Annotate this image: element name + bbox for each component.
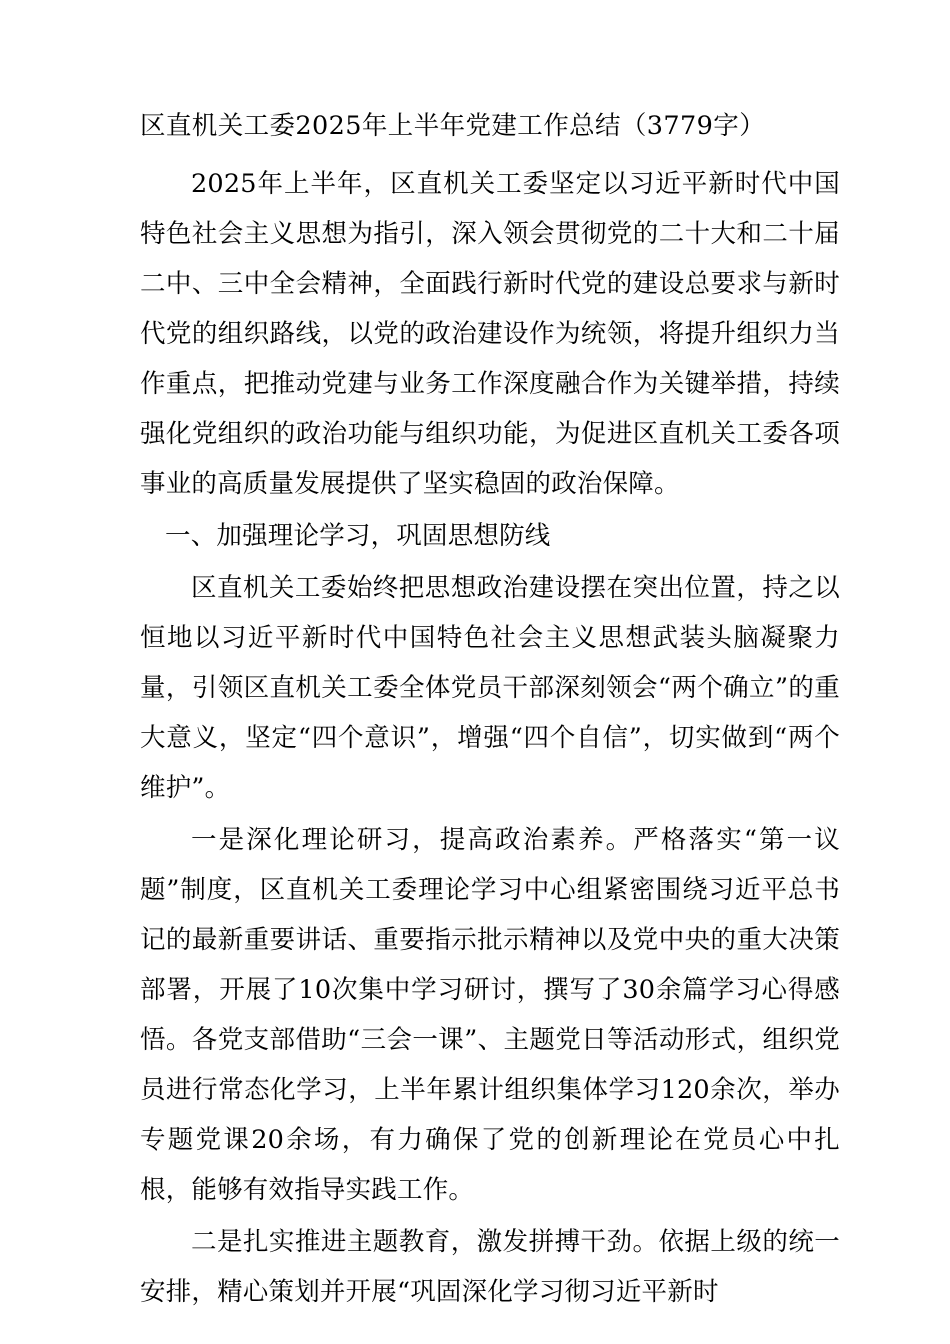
section-heading-one: 一、加强理论学习，巩固思想防线 — [165, 520, 551, 551]
document-body — [140, 108, 840, 1317]
paragraph-point-two: 二是扎实推进主题教育，激发拼搏干劲。依据上级的统一安排，精心策划并开展“巩固深化学习彻习近平新时 — [140, 1226, 840, 1307]
paragraph-theory-overview: 区直机关工委始终把思想政治建设摆在突出位置，持之以恒地以习近平新时代中国特色社会主义思想武装头脑凝聚力量，引领区直机关工委全体党员干部深刻领会“两个确立”的重大意义，坚定“四个意识”，增强“四个自信”，切实做到“两个维护”。 — [140, 572, 840, 803]
paragraph-point-one: 一是深化理论研习，提高政治素养。严格落实“第一议题”制度，区直机关工委理论学习中心组紧密围绕习近平总书记的最新重要讲话、重要指示批示精神以及党中央的重大决策部署，开展了10次集中学习研讨，撰写了30余篇学习心得感悟。各党支部借助“三会一课”、主题党日等活动形式，组织党员进行常态化学习，上半年累计组织集体学习120余次，举办专题党课20余场，有力确保了党的创新理论在党员心中扎根，能够有效指导实践工作。 — [140, 824, 840, 1205]
page-title: 区直机关工委2025年上半年党建工作总结（3779字） — [140, 111, 766, 141]
paragraph-intro: 2025年上半年，区直机关工委坚定以习近平新时代中国特色社会主义思想为指引，深入领会贯彻党的二十大和二十届二中、三中全会精神，全面践行新时代党的建设总要求与新时代党的组织路线，以党的政治建设作为统领，将提升组织力当作重点，把推动党建与业务工作深度融合作为关键举措，持续强化党组织的政治功能与组织功能，为促进区直机关工委各项事业的高质量发展提供了坚实稳固的政治保障。 — [140, 168, 840, 499]
